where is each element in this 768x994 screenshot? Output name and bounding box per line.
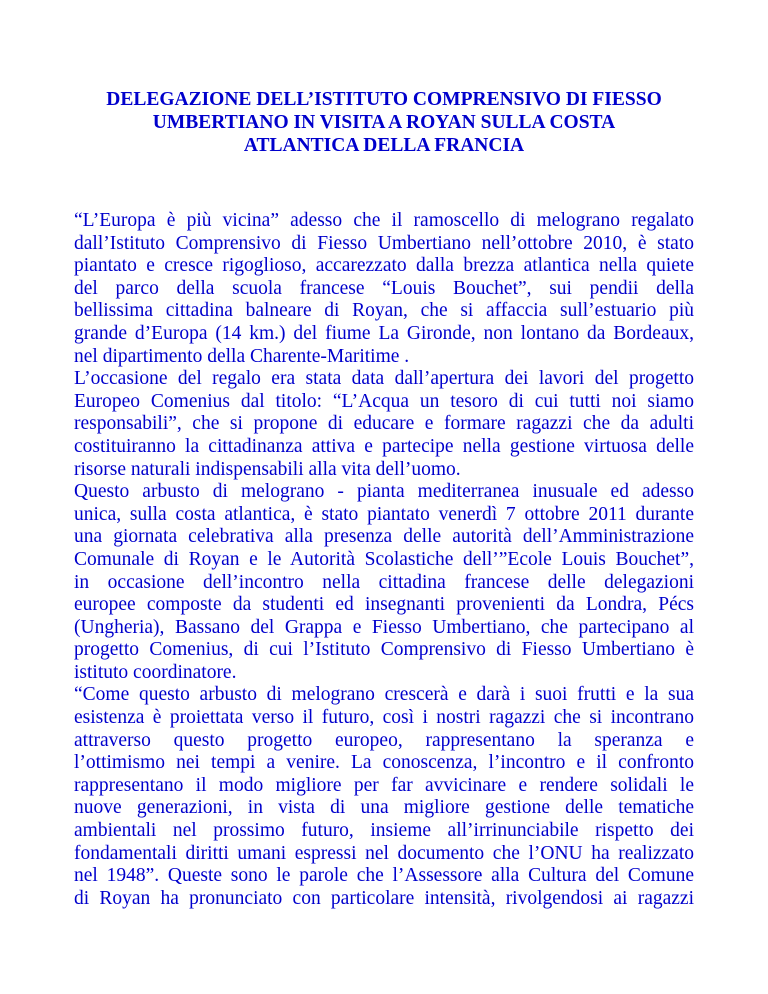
body-line: nel 1948”. Queste sono le parole che l’Assessore alla Cultura del Comune <box>74 865 694 887</box>
body-line: di Royan ha pronunciato con particolare intensità, rivolgendosi ai ragazzi <box>74 887 694 909</box>
body-line: del parco della scuola francese “Louis Bouchet”, sui pendii della <box>74 277 694 299</box>
body-line: grande d’Europa (14 km.) del fiume La Gironde, non lontano da Bordeaux, <box>74 322 694 344</box>
body-line: attraverso questo progetto europeo, rappresentano la speranza e <box>74 729 694 751</box>
body-line: unica, sulla costa atlantica, è stato piantato venerdì 7 ottobre 2011 durante <box>74 503 694 525</box>
document-title <box>74 88 694 157</box>
body-line: responsabili”, che si propone di educare e formare ragazzi che da adulti <box>74 413 694 435</box>
body-line: progetto Comenius, di cui l’Istituto Comprensivo di Fiesso Umbertiano è <box>74 639 694 661</box>
title-line: UMBERTIANO IN VISITA A ROYAN SULLA COSTA <box>152 112 616 133</box>
body-line: Questo arbusto di melograno - pianta mediterranea inusuale ed adesso <box>74 481 694 503</box>
body-line: risorse naturali indispensabili alla vita dell’uomo. <box>74 458 461 480</box>
body-line: rappresentano il modo migliore per far avvicinare e rendere solidali le <box>74 774 694 796</box>
body-line: “Come questo arbusto di melograno crescerà e darà i suoi frutti e la sua <box>74 684 694 706</box>
body-line: nuove generazioni, in vista di una migliore gestione delle tematiche <box>74 797 694 819</box>
body-line: (Ungheria), Bassano del Grappa e Fiesso Umbertiano, che partecipano al <box>74 616 694 638</box>
body-line: piantato e cresce rigoglioso, accarezzato dalla brezza atlantica nella quiete <box>74 255 694 277</box>
body-line: dall’Istituto Comprensivo di Fiesso Umbertiano nell’ottobre 2010, è stato <box>74 232 694 254</box>
body-line: europee composte da studenti ed insegnanti provenienti da Londra, Pécs <box>74 594 694 616</box>
article-body <box>74 210 694 910</box>
body-line: ambientali nel prossimo futuro, insieme all’irrinunciabile rispetto dei <box>74 820 694 842</box>
body-line: bellissima cittadina balneare di Royan, che si affaccia sull’estuario più <box>74 300 694 322</box>
body-line: istituto coordinatore. <box>74 661 237 683</box>
body-line: “L’Europa è più vicina” adesso che il ramoscello di melograno regalato <box>74 210 694 231</box>
body-line: L’occasione del regalo era stata data dall’apertura dei lavori del progetto <box>74 368 694 390</box>
body-line: una giornata celebrativa alla presenza delle autorità dell’Amministrazione <box>74 526 694 548</box>
body-line: in occasione dell’incontro nella cittadina francese delle delegazioni <box>74 571 694 593</box>
body-line: nel dipartimento della Charente-Maritime . <box>74 345 410 367</box>
body-line: Europeo Comenius dal titolo: “L’Acqua un tesoro di cui tutti noi siamo <box>74 390 694 412</box>
body-line: Comunale di Royan e le Autorità Scolastiche dell’”Ecole Louis Bouchet”, <box>74 548 694 570</box>
title-line: DELEGAZIONE DELL’ISTITUTO COMPRENSIVO DI FIESSO <box>106 89 662 110</box>
body-line: l’ottimismo nei tempi a venire. La conoscenza, l’incontro e il confronto <box>74 752 694 774</box>
body-line: costituiranno la cittadinanza attiva e partecipe nella gestione virtuosa delle <box>74 435 694 457</box>
title-line: ATLANTICA DELLA FRANCIA <box>243 135 525 156</box>
body-line: esistenza è proiettata verso il futuro, così i nostri ragazzi che si incontrano <box>74 707 694 729</box>
body-line: fondamentali diritti umani espressi nel documento che l’ONU ha realizzato <box>74 842 694 864</box>
